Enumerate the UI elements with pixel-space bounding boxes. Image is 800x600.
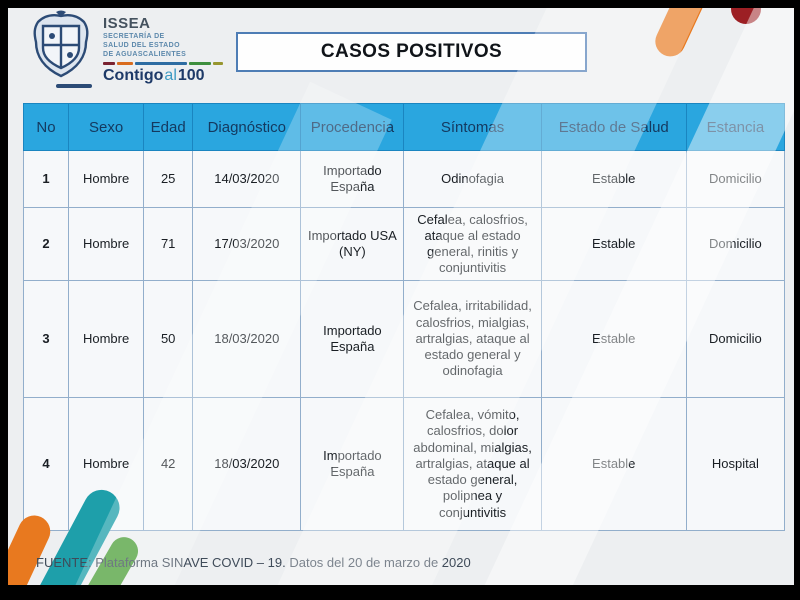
cell-procedencia: Importado USA (NY): [301, 208, 404, 281]
tagline: [103, 68, 225, 84]
cell-no: 2: [24, 208, 69, 281]
org-subtitle-line: SALUD DEL ESTADO: [103, 41, 180, 49]
col-header-estancia: Estancia: [686, 104, 784, 151]
source-note: FUENTE: Plataforma SINAVE COVID – 19. Datos del 20 de marzo de 2020: [36, 555, 471, 570]
cell-sexo: Hombre: [69, 398, 144, 531]
cell-procedencia: Importado España: [301, 151, 404, 208]
table-header-row: [24, 104, 785, 151]
cell-estancia: Domicilio: [686, 208, 784, 281]
cell-no: 3: [24, 281, 69, 398]
slide-title: CASOS POSITIVOS: [320, 41, 503, 62]
cell-procedencia: Importado España: [301, 281, 404, 398]
decor-stripe-top-right-orange: [650, 8, 718, 61]
logo-divider: [103, 62, 225, 65]
cell-estancia: Domicilio: [686, 281, 784, 398]
tagline-contigo: Contigo: [103, 67, 164, 85]
table-row: [24, 398, 785, 531]
cell-edad: 71: [144, 208, 193, 281]
cell-diagnostico: 18/03/2020: [193, 398, 301, 531]
col-header-sintomas: Síntomas: [404, 104, 541, 151]
cell-sintomas: Cefalea, calosfrios, ataque al estado general, rinitis y conjuntivitis: [404, 208, 541, 281]
cell-edad: 42: [144, 398, 193, 531]
cell-no: 4: [24, 398, 69, 531]
cell-estancia: Hospital: [686, 398, 784, 531]
table-row: [24, 151, 785, 208]
issea-logo: [28, 10, 225, 84]
presentation-slide: [8, 8, 794, 585]
decor-dot-dark-red: [731, 8, 761, 24]
table-row: [24, 281, 785, 398]
cell-sintomas: Cefalea, vómito, calosfrios, dolor abdominal, mialgias, artralgias, ataque al estado general, polipnea y conjuntivitis: [404, 398, 541, 531]
cell-estado: Estable: [541, 151, 686, 208]
cell-sexo: Hombre: [69, 151, 144, 208]
cell-estado: Estable: [541, 398, 686, 531]
col-header-edad: Edad: [144, 104, 193, 151]
cell-sexo: Hombre: [69, 281, 144, 398]
issea-crest-icon: [28, 10, 94, 82]
tagline-100: 100: [177, 67, 205, 85]
slide-title-box: [236, 32, 587, 72]
col-header-diagnostico: Diagnóstico: [193, 104, 301, 151]
org-subtitle-line: SECRETARÍA DE: [103, 32, 165, 40]
tagline-al: al: [164, 67, 177, 85]
col-header-estado-de-salud: Estado de Salud: [541, 104, 686, 151]
cell-estancia: Domicilio: [686, 151, 784, 208]
col-header-procedencia: Procedencia: [301, 104, 404, 151]
cell-edad: 25: [144, 151, 193, 208]
cell-edad: 50: [144, 281, 193, 398]
col-header-sexo: Sexo: [69, 104, 144, 151]
cell-no: 1: [24, 151, 69, 208]
cell-sintomas: Odinofagia: [404, 151, 541, 208]
col-header-no: No: [24, 104, 69, 151]
cell-diagnostico: 17/03/2020: [193, 208, 301, 281]
org-subtitle-line: DE AGUASCALIENTES: [103, 50, 187, 58]
cell-estado: Estable: [541, 208, 686, 281]
crest-underline: [56, 84, 92, 88]
cell-procedencia: Importado España: [301, 398, 404, 531]
cell-diagnostico: 14/03/2020: [193, 151, 301, 208]
table-row: [24, 208, 785, 281]
org-name: ISSEA: [103, 15, 151, 32]
cell-diagnostico: 18/03/2020: [193, 281, 301, 398]
cell-sintomas: Cefalea, irritabilidad, calosfrios, mialgias, artralgias, ataque al estado general y odinofagia: [404, 281, 541, 398]
cell-estado: Estable: [541, 281, 686, 398]
cell-sexo: Hombre: [69, 208, 144, 281]
positive-cases-table: [23, 103, 785, 531]
